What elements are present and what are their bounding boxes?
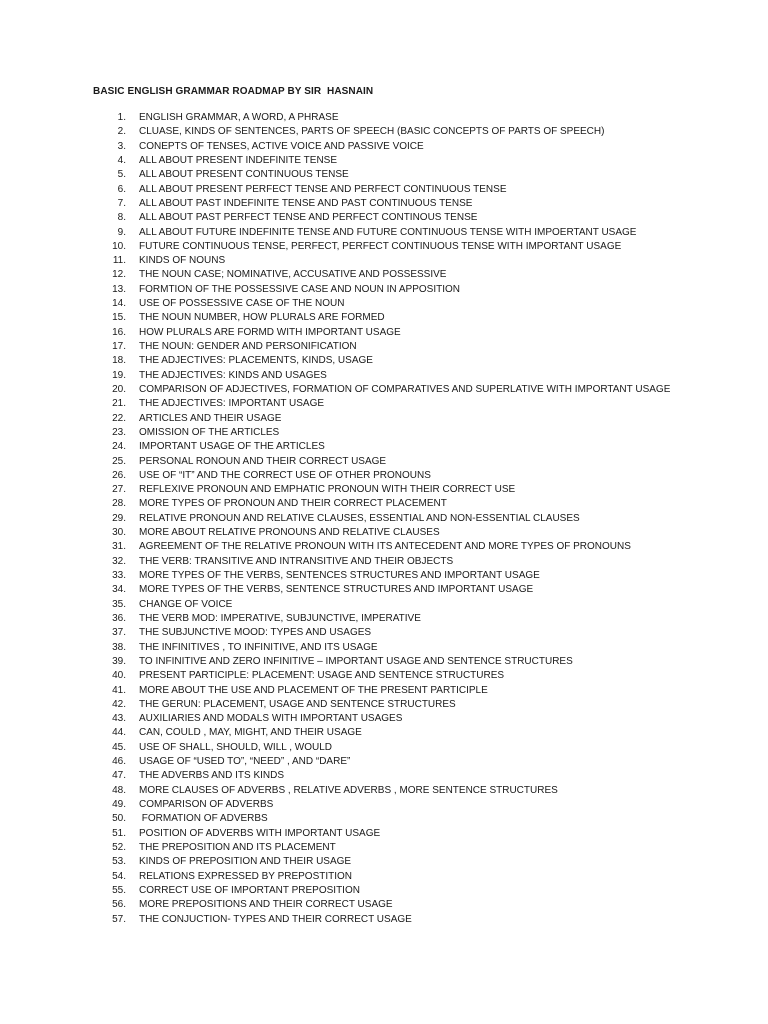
list-item-text: ALL ABOUT PRESENT PERFECT TENSE AND PERFECT CONTINUOUS TENSE	[139, 183, 507, 195]
list-item-number: 51.	[112, 827, 126, 839]
list-item-number: 29.	[112, 512, 126, 524]
list-item-number: 56.	[112, 899, 126, 911]
list-item-number: 49.	[112, 799, 126, 810]
list-item-number: 16.	[112, 326, 126, 338]
list-item-number: 19.	[112, 369, 126, 381]
list-item-number: 41.	[112, 684, 126, 696]
list-item-number: 12.	[112, 269, 126, 281]
list-item-text: RELATIVE PRONOUN AND RELATIVE CLAUSES, ESSENTIAL AND NON-ESSENTIAL CLAUSES	[139, 512, 580, 524]
list-item-text: THE VERB MOD: IMPERATIVE, SUBJUNCTIVE, IMPERATIVE	[139, 612, 421, 624]
list-item-number: 39.	[112, 655, 126, 667]
list-item-number: 3.	[117, 140, 126, 152]
list-item-text: THE SUBJUNCTIVE MOOD: TYPES AND USAGES	[139, 627, 372, 639]
list-item-number: 31.	[112, 541, 126, 553]
list-item-number: 28.	[112, 498, 126, 510]
list-item-number: 25.	[112, 455, 126, 467]
list-item-text: THE CONJUCTION- TYPES AND THEIR CORRECT USAGE	[139, 913, 412, 925]
list-item-text: ALL ABOUT PAST INDEFINITE TENSE AND PAST CONTINUOUS TENSE	[139, 197, 473, 209]
list-item-number: 23.	[112, 426, 126, 438]
list-item-text: POSITION OF ADVERBS WITH IMPORTANT USAGE	[139, 827, 381, 839]
list-item-number: 26.	[112, 469, 126, 481]
list-item-text: CORRECT USE OF IMPORTANT PREPOSITION	[139, 884, 360, 896]
list-item-number: 30.	[112, 527, 126, 539]
list-item-text: MORE PREPOSITIONS AND THEIR CORRECT USAGE	[139, 899, 393, 911]
list-item-text: AUXILIARIES AND MODALS WITH IMPORTANT USAGES	[139, 713, 403, 725]
list-item-text: TO INFINITIVE AND ZERO INFINITIVE – IMPORTANT USAGE AND SENTENCE STRUCTURES	[139, 655, 573, 667]
list-item-text: USE OF SHALL, SHOULD, WILL , WOULD	[139, 741, 333, 753]
list-item-text: COMPARISON OF ADJECTIVES, FORMATION OF COMPARATIVES AND SUPERLATIVE WITH IMPORTANT USAGE	[139, 383, 671, 395]
page-title: BASIC ENGLISH GRAMMAR ROADMAP BY SIR HASNAIN	[93, 86, 374, 97]
list-item-text: THE NOUN NUMBER, HOW PLURALS ARE FORMED	[139, 312, 385, 324]
list-item-number: 21.	[112, 398, 126, 410]
list-item-number: 35.	[112, 598, 126, 610]
list-item-text: FORMTION OF THE POSSESSIVE CASE AND NOUN IN APPOSITION	[139, 283, 460, 295]
list-item-number: 48.	[112, 784, 126, 796]
list-item-number: 34.	[112, 584, 126, 596]
list-item-number: 43.	[112, 713, 126, 725]
list-item-number: 52.	[112, 841, 126, 853]
list-item-text: IMPORTANT USAGE OF THE ARTICLES	[139, 441, 325, 453]
list-item-text: CHANGE OF VOICE	[139, 598, 233, 610]
list-item-text: FUTURE CONTINUOUS TENSE, PERFECT, PERFECT CONTINUOUS TENSE WITH IMPORTANT USAGE	[139, 240, 622, 252]
list-item-text: USE OF “IT” AND THE CORRECT USE OF OTHER PRONOUNS	[139, 469, 431, 481]
list-item-text: THE GERUN: PLACEMENT, USAGE AND SENTENCE STRUCTURES	[139, 698, 456, 710]
list-item-text: ALL ABOUT PRESENT CONTINUOUS TENSE	[139, 169, 349, 181]
list-item-text: MORE TYPES OF THE VERBS, SENTENCES STRUCTURES AND IMPORTANT USAGE	[139, 570, 540, 581]
list-item-number: 46.	[112, 756, 126, 768]
list-item-text: THE NOUN: GENDER AND PERSONIFICATION	[139, 341, 357, 352]
list-item-text: ENGLISH GRAMMAR, A WORD, A PHRASE	[139, 112, 339, 123]
list-item-number: 32.	[112, 555, 126, 567]
list-item-text: ALL ABOUT PAST PERFECT TENSE AND PERFECT CONTINOUS TENSE	[139, 212, 478, 224]
list-item-number: 9.	[117, 226, 126, 238]
list-item-number: 22.	[112, 412, 126, 424]
list-item-text: THE VERB: TRANSITIVE AND INTRANSITIVE AND THEIR OBJECTS	[139, 555, 454, 567]
list-item-number: 40.	[112, 670, 126, 682]
list-item-text: USAGE OF “USED TO”, “NEED” , AND “DARE”	[139, 756, 351, 768]
list-item-number: 13.	[112, 283, 126, 295]
list-item-number: 5.	[117, 169, 126, 181]
list-item-text: THE INFINITIVES , TO INFINITIVE, AND ITS USAGE	[139, 641, 378, 653]
list-item-number: 55.	[112, 884, 126, 896]
list-item-text: HOW PLURALS ARE FORMD WITH IMPORTANT USAGE	[139, 326, 401, 338]
list-item-number: 7.	[117, 197, 126, 209]
list-item-text: CAN, COULD , MAY, MIGHT, AND THEIR USAGE	[139, 727, 362, 739]
list-item-text: ALL ABOUT PRESENT INDEFINITE TENSE	[139, 154, 338, 166]
list-item-text: KINDS OF NOUNS	[139, 255, 226, 267]
list-item-text: PRESENT PARTICIPLE: PLACEMENT: USAGE AND SENTENCE STRUCTURES	[139, 670, 505, 682]
list-item-number: 57.	[112, 913, 126, 925]
list-item-text: ALL ABOUT FUTURE INDEFINITE TENSE AND FUTURE CONTINUOUS TENSE WITH IMPOERTANT USAGE	[139, 226, 637, 238]
list-item-text: THE PREPOSITION AND ITS PLACEMENT	[139, 841, 336, 853]
list-item-number: 14.	[112, 298, 126, 310]
list-item-number: 33.	[112, 570, 126, 581]
list-item-number: 1.	[117, 112, 126, 123]
list-item-text: USE OF POSSESSIVE CASE OF THE NOUN	[139, 298, 345, 310]
list-item-number: 36.	[112, 612, 126, 624]
list-item-number: 42.	[112, 698, 126, 710]
list-item-number: 24.	[112, 441, 126, 453]
list-item-number: 11.	[112, 255, 126, 267]
list-item-text: THE ADJECTIVES: IMPORTANT USAGE	[139, 398, 325, 410]
list-item-number: 50.	[112, 813, 126, 825]
list-item-number: 47.	[112, 770, 126, 782]
list-item-text: OMISSION OF THE ARTICLES	[139, 426, 280, 438]
list-item-text: MORE TYPES OF THE VERBS, SENTENCE STRUCTURES AND IMPORTANT USAGE	[139, 584, 534, 596]
list-item-text: MORE CLAUSES OF ADVERBS , RELATIVE ADVERBS , MORE SENTENCE STRUCTURES	[139, 784, 558, 796]
list-item-text: THE ADJECTIVES: KINDS AND USAGES	[139, 369, 327, 381]
list-item-number: 27.	[112, 484, 126, 496]
list-item-text: MORE ABOUT THE USE AND PLACEMENT OF THE PRESENT PARTICIPLE	[139, 684, 488, 696]
list-item-text: COMPARISON OF ADVERBS	[139, 799, 274, 810]
list-item-number: 6.	[117, 183, 126, 195]
list-item-text: KINDS OF PREPOSITION AND THEIR USAGE	[139, 856, 352, 868]
list-item-text: PERSONAL RONOUN AND THEIR CORRECT USAGE	[139, 455, 387, 467]
list-item-number: 10.	[112, 240, 126, 252]
list-item-number: 44.	[112, 727, 126, 739]
list-item-number: 20.	[112, 383, 126, 395]
list-item-number: 53.	[112, 856, 126, 868]
list-item-text: MORE ABOUT RELATIVE PRONOUNS AND RELATIVE CLAUSES	[139, 527, 440, 539]
list-item-text: THE ADVERBS AND ITS KINDS	[139, 770, 285, 782]
list-item-number: 15.	[112, 312, 126, 324]
list-item-number: 4.	[117, 154, 126, 166]
list-item-number: 38.	[112, 641, 126, 653]
list-item-text: CLUASE, KINDS OF SENTENCES, PARTS OF SPEECH (BASIC CONCEPTS OF PARTS OF SPEECH)	[139, 126, 605, 138]
list-item-text: AGREEMENT OF THE RELATIVE PRONOUN WITH ITS ANTECEDENT AND MORE TYPES OF PRONOUNS	[139, 541, 631, 553]
list-item-number: 54.	[112, 870, 126, 882]
list-item-text: RELATIONS EXPRESSED BY PREPOSTITION	[139, 870, 353, 882]
list-item-text: THE ADJECTIVES: PLACEMENTS, KINDS, USAGE	[139, 355, 373, 367]
list-item-text: ARTICLES AND THEIR USAGE	[139, 412, 282, 424]
list-item-number: 8.	[117, 212, 126, 224]
list-item-text: CONEPTS OF TENSES, ACTIVE VOICE AND PASSIVE VOICE	[139, 140, 424, 152]
list-item-number: 17.	[112, 341, 126, 352]
list-item-number: 2.	[117, 126, 126, 138]
list-item-text: THE NOUN CASE; NOMINATIVE, ACCUSATIVE AND POSSESSIVE	[139, 269, 447, 281]
list-item-text: FORMATION OF ADVERBS	[139, 813, 268, 825]
list-item-text: MORE TYPES OF PRONOUN AND THEIR CORRECT PLACEMENT	[139, 498, 447, 510]
list-item-number: 18.	[112, 355, 126, 367]
list-item-number: 37.	[112, 627, 126, 639]
list-item-text: REFLEXIVE PRONOUN AND EMPHATIC PRONOUN WITH THEIR CORRECT USE	[139, 484, 516, 496]
list-item-number: 45.	[112, 741, 126, 753]
